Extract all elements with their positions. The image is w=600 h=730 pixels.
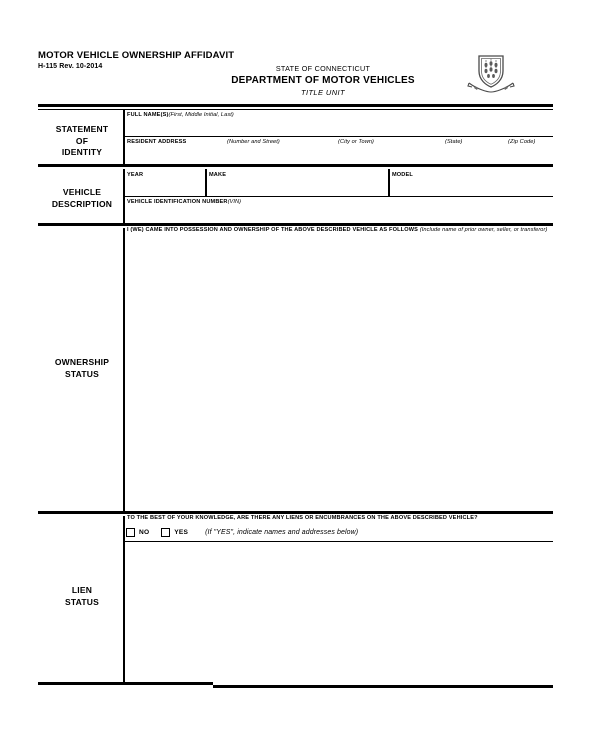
section-label-lien-status — [38, 585, 126, 608]
department-name: DEPARTMENT OF MOTOR VEHICLES — [231, 75, 415, 86]
section-label-line-1: LIEN — [71, 585, 93, 595]
lien-question-label: TO THE BEST OF YOUR KNOWLEDGE, ARE THERE ANY LIENS OR ENCUMBRANCES ON THE ABOVE DESCRIBED VEHICLE? — [127, 515, 478, 521]
vin-field-caption — [127, 199, 241, 206]
address-hint-street: (Number and Street) — [227, 139, 280, 145]
form-bottom-rule-right — [213, 685, 553, 688]
document-header — [38, 50, 553, 98]
model-label: MODEL — [392, 172, 413, 178]
make-input-area[interactable] — [209, 180, 385, 194]
vin-input-area[interactable] — [127, 207, 551, 223]
address-hint-city: (City or Town) — [338, 139, 375, 145]
ownership-section-bottom-rule — [38, 511, 553, 514]
form-bottom-rule-left — [38, 682, 213, 685]
make-model-divider — [388, 169, 390, 196]
state-name: STATE OF CONNECTICUT — [275, 64, 371, 73]
year-label: YEAR — [127, 172, 144, 178]
vin-hint: (VIN) — [227, 199, 242, 205]
connecticut-state-seal-icon — [463, 50, 519, 98]
section-label-line-2: OF — [75, 135, 89, 146]
form-top-rule-secondary — [38, 109, 553, 110]
address-hint-zip: (Zip Code) — [508, 139, 536, 145]
resident-address-label: RESIDENT ADDRESS — [127, 139, 187, 145]
vehicle-row-divider — [123, 196, 553, 197]
identity-section-bottom-rule — [38, 164, 553, 167]
ownership-statement-label: I (WE) CAME INTO POSSESSION AND OWNERSHIP OF THE ABOVE DESCRIBED VEHICLE AS FOLLOWS — [127, 227, 419, 233]
full-name-input-area[interactable] — [127, 120, 551, 136]
resident-address-input-area[interactable] — [127, 147, 551, 164]
section-label-statement-of-identity — [38, 124, 126, 159]
form-title: MOTOR VEHICLE OWNERSHIP AFFIDAVIT — [38, 50, 235, 61]
form-top-rule — [38, 104, 553, 107]
lien-option-yes-label: YES — [174, 528, 189, 536]
vehicle-section-bottom-rule — [38, 223, 553, 226]
form-revision-number: H-115 Rev. 10-2014 — [38, 63, 103, 70]
year-make-divider — [205, 169, 207, 196]
model-input-area[interactable] — [392, 180, 551, 194]
address-hint-state: (State) — [445, 139, 463, 145]
full-name-field-caption — [127, 112, 234, 119]
make-label: MAKE — [209, 172, 227, 178]
lien-option-no-label: NO — [139, 528, 150, 536]
ownership-statement-caption — [127, 227, 547, 234]
lien-checkbox-no[interactable] — [126, 528, 135, 537]
section-label-line-1: STATEMENT — [55, 124, 109, 134]
lien-row-divider — [123, 541, 553, 542]
section-label-vehicle-description — [38, 187, 126, 210]
vin-label: VEHICLE IDENTIFICATION NUMBER — [127, 199, 228, 205]
ownership-statement-hint: (Include name of prior owner, seller, or transferor) — [419, 227, 548, 233]
full-name-label: FULL NAME(S) — [127, 112, 169, 118]
section-label-line-3: IDENTITY — [61, 147, 103, 157]
agency-block — [188, 64, 458, 98]
identity-row-divider — [123, 136, 553, 137]
full-name-hint: (First, Middle Initial, Last) — [168, 112, 234, 118]
section-label-line-1: OWNERSHIP — [54, 357, 110, 367]
lien-details-input-area[interactable] — [127, 544, 551, 682]
section-label-ownership-status — [38, 357, 126, 380]
unit-name: TITLE UNIT — [300, 88, 345, 97]
year-input-area[interactable] — [127, 180, 202, 194]
lien-yes-note: (If "YES", indicate names and addresses below) — [205, 528, 359, 536]
lien-checkbox-yes[interactable] — [161, 528, 170, 537]
section-label-line-2: DESCRIPTION — [51, 198, 113, 209]
section-label-line-1: VEHICLE — [62, 187, 102, 197]
lien-answer-options — [126, 526, 358, 538]
ownership-statement-input-area[interactable] — [127, 237, 551, 511]
section-label-line-2: STATUS — [65, 368, 99, 379]
section-label-line-2: STATUS — [65, 596, 99, 607]
